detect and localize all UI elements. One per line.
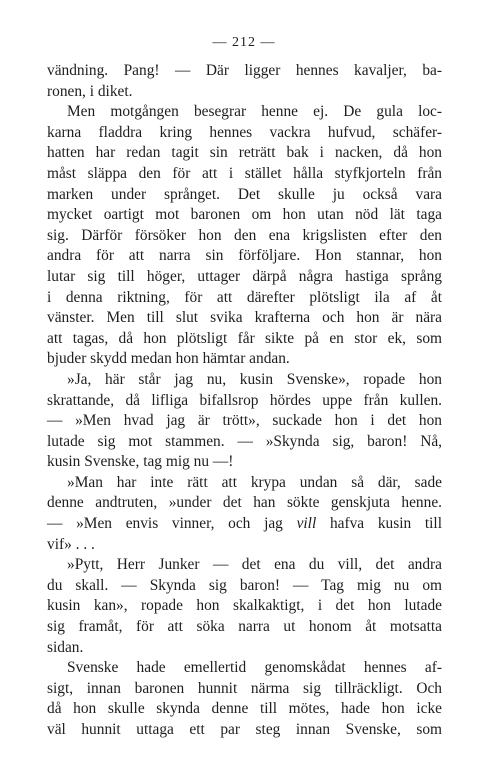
text-line: sig. Därför försöker hon den ena krigslisten efter den [47,226,442,244]
text-line: karna fladdra kring hennes vackra hufvud, schäfer- [47,123,442,141]
text-line: — »Men hvad jag är trött», suckade hon i det hon [47,412,442,430]
text-line: mycket oartigt mot baronen om hon utan nöd lät taga [47,206,442,224]
text-line: skrattande, då lifliga bifallsrop hördes uppe från kullen. [47,391,442,409]
text-line: sig framåt, för att söka narra ut honom åt motsatta [47,618,442,636]
text-line: »Man har inte rätt att krypa undan så där, sade [67,473,442,491]
text-line: bjuder skydd medan hon hämtar andan. [47,350,290,368]
text-line: du skall. — Skynda sig baron! — Tag mig nu om [47,576,442,594]
text-line: Svenske hade emellertid genomskådat hennes af- [67,659,442,677]
text-line: väl hunnit uttaga ett par steg innan Svenske, som [47,721,442,738]
text-line: ronen, i diket. [47,82,133,100]
text-line: »Pytt, Herr Junker — det ena du vill, det andra [67,556,442,574]
text-line: »Ja, här står jag nu, kusin Svenske», ropade hon [67,370,442,388]
text-line: kusin kan», ropade hon skalkaktigt, i det hon lutade [47,597,442,615]
text-line: vif» . . . [47,535,95,553]
text-line: — »Men envis vinner, och jag vill hafva kusin till [47,515,442,533]
text-line: kusin Svenske, tag mig nu —! [47,453,234,471]
text-line: marken under språnget. Det skulle ju också vara [47,185,442,203]
text-line: denne andtruten, »under det han sökte genskjuta henne. [47,494,442,512]
text-line: måst släppa den för att i stället hålla styfkjorteln från [47,164,442,182]
text-line: vänster. Men till slut svika krafterna och hon är nära [47,309,442,327]
text-line: lutar sig till höger, uttager därpå några hastiga språng [47,267,442,285]
text-line: hatten har redan tagit sin reträtt bak i nacken, då hon [47,144,442,162]
text-line: Men motgången besegrar henne ej. De gula loc- [67,103,442,121]
text-line: att tagas, då hon plötsligt får sikte på en stor ek, som [47,329,442,347]
text-line: då hon skulle skynda denne till mötes, hade hon icke [47,700,442,718]
text-line: vändning. Pang! — Där ligger hennes kavaljer, ba- [47,62,442,79]
text-line: andra för att narra sin förföljare. Hon stannar, hon [47,247,442,265]
text-line: sidan. [47,638,84,656]
text-line: lutade sig mot stammen. — »Skynda sig, baron! Nå, [47,432,442,450]
page-number: — 212 — [212,35,276,50]
body-text [47,61,442,741]
text-line: i denna riktning, för att därefter plötsligt ila af åt [47,288,442,306]
text-line: sigt, innan baronen hunnit närma sig tillräckligt. Och [47,679,442,697]
